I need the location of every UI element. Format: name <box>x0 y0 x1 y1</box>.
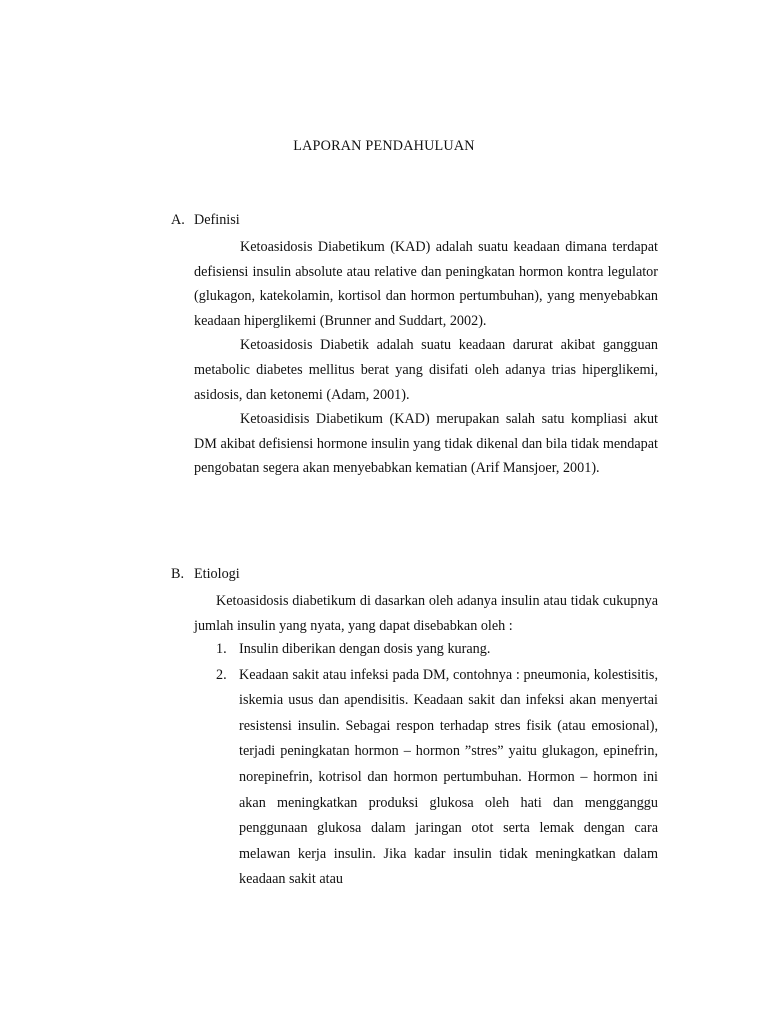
list-item <box>216 637 658 663</box>
section-b-heading <box>171 564 240 584</box>
section-a-body <box>194 235 658 481</box>
list-item-text: Keadaan sakit atau infeksi pada DM, contohnya : pneumonia, kolestisitis, iskemia usus dan apendisitis. Keadaan sakit dan infeksi akan menyertai resistensi insulin. Sebagai respon terhadap stres fisik (atau emosional), terjadi peningkatan hormon – hormon ”stres” yaitu glukagon, epinefrin, norepinefrin, kotrisol dan hormon pertumbuhan. Hormon – hormon ini akan meningkatkan produksi glukosa oleh hati dan mengganggu penggunaan glukosa dalam jaringan otot serta lemak dengan cara melawan kerja insulin. Jika kadar insulin tidak meningkatkan dalam keadaan sakit atau <box>239 666 658 888</box>
section-a-letter: A. <box>171 212 185 228</box>
list-item-number: 1. <box>216 641 227 657</box>
definition-paragraph-1: Ketoasidosis Diabetikum (KAD) adalah suatu keadaan dimana terdapat defisiensi insulin absolute atau relative dan peningkatan hormon kontra legulator (glukagon, katekolamin, kortisol dan hormon pertumbuhan), yang menyebabkan keadaan hiperglikemi (Brunner and Suddart, 2002). <box>194 239 658 329</box>
section-a-title: Definisi <box>194 212 240 228</box>
definition-paragraph-2: Ketoasidosis Diabetik adalah suatu keadaan darurat akibat gangguan metabolic diabetes mellitus berat yang disifati oleh adanya trias hiperglikemi, asidosis, dan ketonemi (Adam, 2001). <box>194 337 658 403</box>
list-item-text: Insulin diberikan dengan dosis yang kurang. <box>239 641 491 657</box>
section-b-letter: B. <box>171 566 185 582</box>
section-b-title: Etiologi <box>194 566 240 582</box>
section-a-heading <box>171 210 240 230</box>
etiology-list <box>216 637 658 893</box>
document-title: LAPORAN PENDAHULUAN <box>293 138 475 154</box>
list-item <box>216 663 658 893</box>
section-b-intro <box>194 589 658 638</box>
etiology-intro-paragraph: Ketoasidosis diabetikum di dasarkan oleh adanya insulin atau tidak cukupnya jumlah insulin yang nyata, yang dapat disebabkan oleh : <box>194 593 658 634</box>
definition-paragraph-3: Ketoasidisis Diabetikum (KAD) merupakan salah satu kompliasi akut DM akibat defisiensi hormone insulin yang tidak dikenal dan bila tidak mendapat pengobatan segera akan menyebabkan kematian (Arif Mansjoer, 2001). <box>194 411 658 477</box>
list-item-number: 2. <box>216 666 227 683</box>
